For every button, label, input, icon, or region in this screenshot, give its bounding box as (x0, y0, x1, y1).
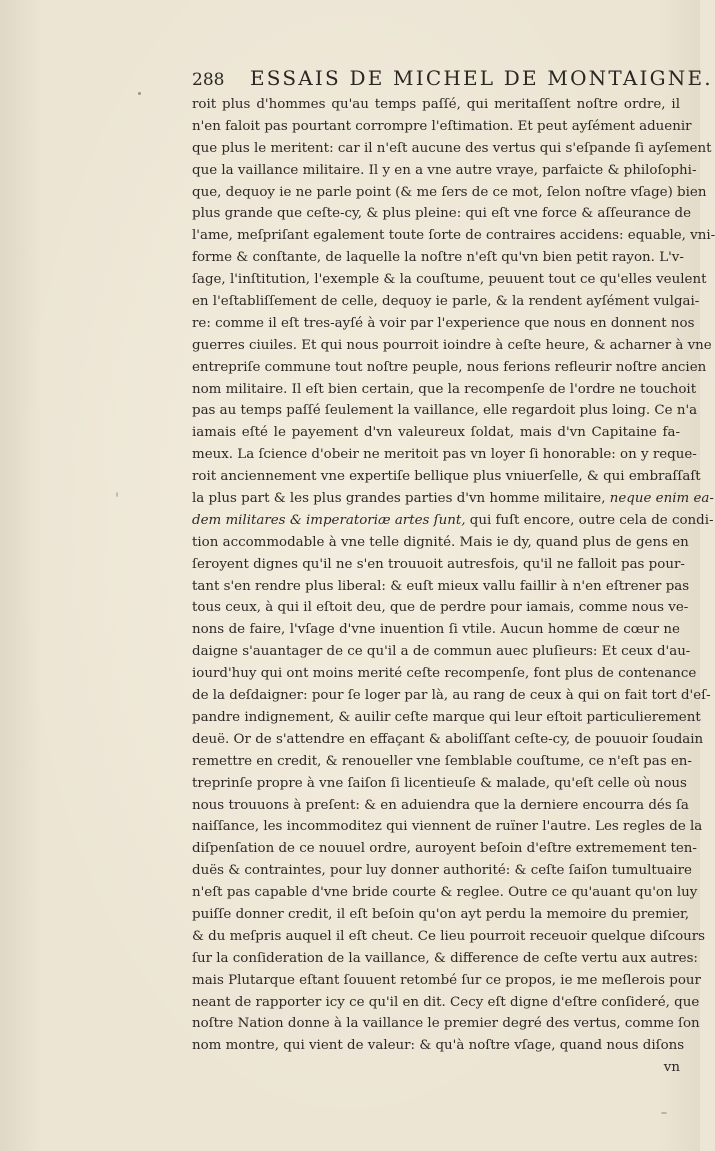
text-line: neant de rapporter icy ce qu'il en dit. Cecy eſt digne d'eſtre conſideré, que (192, 994, 700, 1010)
text-line: guerres ciuiles. Et qui nous pourroit ioindre à ceſte heure, & acharner à vne (192, 337, 712, 353)
text-line: & du meſpris auquel il eſt cheut. Ce lieu pourroit receuoir quelque diſcours (192, 928, 706, 944)
roman-text: la plus part & les plus grandes parties d'vn homme militaire, (192, 491, 606, 507)
text-line: ſeroyent dignes qu'il ne s'en trouuoit autresfois, qu'il ne falloit pas pour- (192, 556, 685, 572)
text-line: roit anciennement vne expertiſe bellique plus vniuerſelle, & qui embraſſaſt (192, 469, 701, 485)
text-line: que, dequoy ie ne parle point (& me ſers de ce mot, ſelon noſtre vſage) bien (192, 184, 707, 200)
text-line-with-italic (192, 488, 714, 510)
text-line: que la vaillance militaire. Il y en a vne autre vraye, parfaicte & philoſophi- (192, 162, 697, 178)
latin-quote: dem militares & imperatoriæ artes ſunt, (192, 512, 466, 528)
text-line: iamais eſté le payement d'vn valeureux ſoldat, mais d'vn Capitaine fa- (192, 425, 680, 441)
text-line: tous ceux, à qui il eſtoit deu, que de perdre pour iamais, comme nous ve- (192, 600, 689, 616)
text-line: diſpenſation de ce nouuel ordre, auroyent beſoin d'eſtre extremement ten- (192, 841, 697, 857)
running-title: ESSAIS DE MICHEL DE MONTAIGNE. (250, 66, 713, 90)
catchword: vn (663, 1060, 680, 1076)
text-line: l'ame, meſpriſant egalement toute ſorte de contraires accidens: equable, vni- (192, 228, 715, 244)
text-line: nom militaire. Il eſt bien certain, que la recompenſe de l'ordre ne touchoit (192, 381, 697, 397)
text-line-with-italic (192, 510, 714, 532)
text-line: noſtre Nation donne à la vaillance le premier degré des vertus, comme ſon (192, 1016, 700, 1032)
roman-text: qui fuſt encore, outre cela de condi- (469, 512, 714, 528)
text-line: re: comme il eſt tres-ayſé à voir par l'experience que nous en donnent nos (192, 315, 695, 331)
text-line: nous trouuons à preſent: & en aduiendra que la derniere encourra dés ſa (192, 797, 689, 813)
text-line: en l'eſtabliſſement de celle, dequoy ie parle, & la rendent ayſément vulgai- (192, 294, 700, 310)
text-line: nom montre, qui vient de valeur: & qu'à noſtre vſage, quand nous diſons (192, 1038, 685, 1054)
ink-speck (138, 92, 141, 95)
body-text (192, 94, 715, 1079)
page-number: 288 (192, 70, 225, 90)
text-line: tion accommodable à vne telle dignité. Mais ie dy, quand plus de gens en (192, 534, 689, 550)
ink-speck (116, 492, 118, 497)
text-line: iourd'huy qui ont moins merité ceſte recompenſe, font plus de contenance (192, 666, 697, 682)
text-line: tant s'en rendre plus liberal: & euſt mieux vallu faillir à n'en eſtrener pas (192, 578, 690, 594)
text-line: duës & contraintes, pour luy donner authorité: & ceſte ſaiſon tumultuaire (192, 863, 692, 879)
text-line: puiſſe donner credit, il eſt beſoin qu'on ayt perdu la memoire du premier, (192, 906, 690, 922)
text-line: n'eſt pas capable d'vne bride courte & reglee. Outre ce qu'auant qu'on luy (192, 885, 698, 901)
latin-quote: neque enim ea- (609, 491, 714, 507)
text-line: de la deſdaigner: pour ſe loger par là, au rang de ceux à qui on fait tort d'eſ- (192, 688, 711, 704)
text-line: naiſſance, les incommoditez qui viennent de ruïner l'autre. Les regles de la (192, 819, 703, 835)
ink-speck (661, 1112, 667, 1114)
text-line: deuë. Or de s'attendre en effaçant & aboliſſant ceſte-cy, de pouuoir ſoudain (192, 731, 704, 747)
text-line: mais Plutarque eſtant ſouuent retombé ſur ce propos, ie me meſlerois pour (192, 972, 701, 988)
text-line: daigne s'auantager de ce qu'il a de commun auec pluſieurs: Et ceux d'au- (192, 644, 691, 660)
text-line: nons de faire, l'vſage d'vne inuention ſi vtile. Aucun homme de cœur ne (192, 622, 680, 638)
text-line: forme & conſtante, de laquelle la noſtre n'eſt qu'vn bien petit rayon. L'v- (192, 250, 684, 266)
text-line: meux. La ſcience d'obeir ne meritoit pas vn loyer ſi honorable: on y reque- (192, 447, 697, 463)
text-line: ſage, l'inſtitution, l'exemple & la couſtume, peuuent tout ce qu'elles veulent (192, 272, 707, 288)
text-line: entrepriſe commune tout noſtre peuple, nous ferions refleurir noſtre ancien (192, 359, 707, 375)
text-line: n'en faloit pas pourtant corrompre l'eſtimation. Et peut ayſément aduenir (192, 118, 692, 134)
text-line: roit plus d'hommes qu'au temps paſſé, qui meritaſſent noſtre ordre, il (192, 97, 680, 112)
text-line: pandre indignement, & auilir ceſte marque qui leur eſtoit particulierement (192, 709, 701, 725)
text-line: plus grande que ceſte-cy, & plus pleine: qui eſt vne force & aſſeurance de (192, 206, 692, 222)
text-line: ſur la conſideration de la vaillance, & difference de ceſte vertu aux autres: (192, 950, 698, 966)
text-line: remettre en credit, & renoueller vne ſemblable couſtume, ce n'eſt pas en- (192, 753, 692, 769)
text-line: pas au temps paſſé ſeulement la vaillance, elle regardoit plus loing. Ce n'a (192, 403, 698, 419)
text-line: treprinſe propre à vne ſaiſon ſi licentieuſe & malade, qu'eſt celle où nous (192, 775, 687, 791)
page-header (192, 66, 713, 94)
text-line: que plus le meritent: car il n'eſt aucune des vertus qui s'eſpande ſi ayſement (192, 140, 712, 156)
